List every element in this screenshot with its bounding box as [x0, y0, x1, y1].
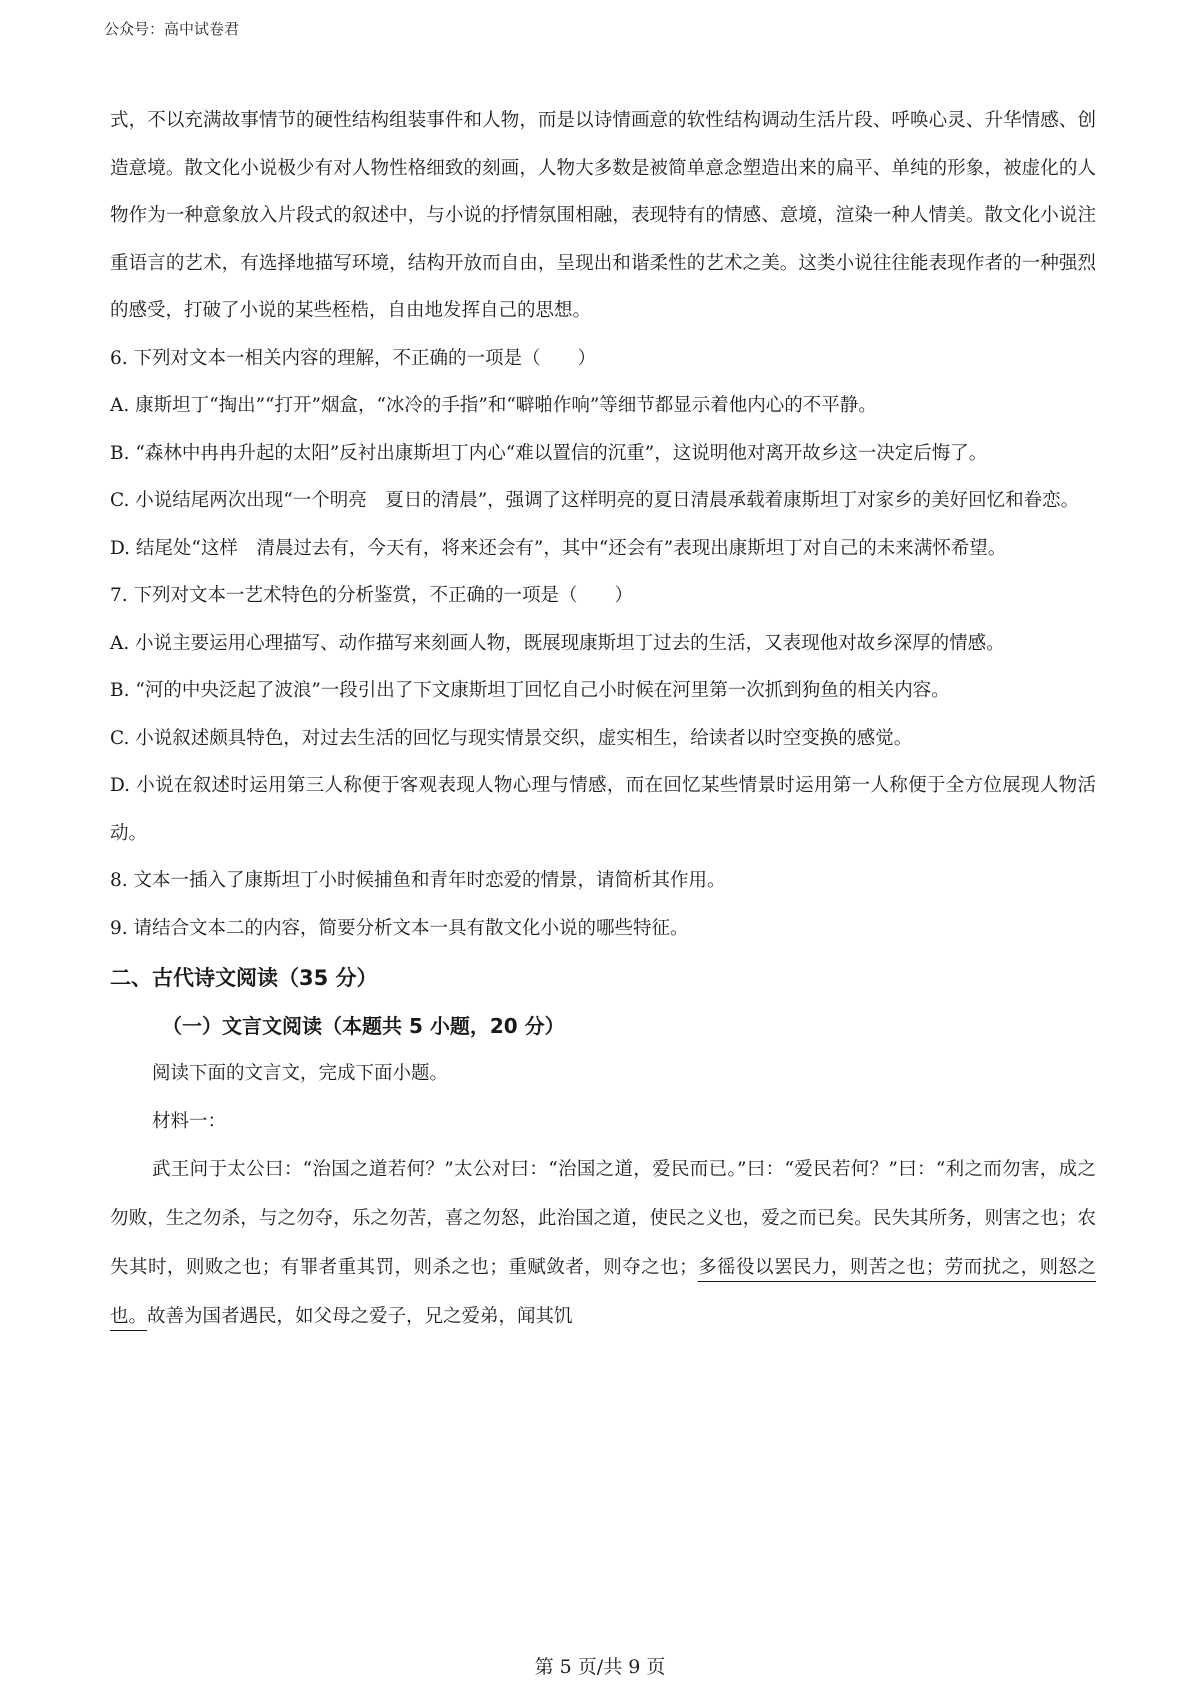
question-6-option-d: D. 结尾处“这样 清晨过去有，今天有，将来还会有”，其中“还会有”表现出康斯坦丁对自己的未来满怀希望。 [110, 537, 1007, 559]
question-6-stem: 6. 下列对文本一相关内容的理解，不正确的一项是（ ） [110, 347, 597, 369]
question-7-stem: 7. 下列对文本一艺术特色的分析鉴赏，不正确的一项是（ ） [110, 585, 634, 606]
question-7-option-d: D. 小说在叙述时运用第三人称便于客观表现人物心理与情感，而在回忆某些情景时运用第一人称便于全方位展现人物活动。 [110, 775, 1096, 844]
reading-instruction: 阅读下面的文言文，完成下面小题。 [152, 1063, 449, 1084]
material-label: 材料一： [152, 1110, 227, 1132]
question-9: 9. 请结合文本二的内容，简要分析文本一具有散文化小说的哪些特征。 [110, 917, 689, 939]
passage-text-end: 式，不以充满故事情节的硬性结构组装事件和人物，而是以诗情画意的软性结构调动生活片段、呼唤心灵、升华情感、创造意境。散文化小说极少有对人物性格细致的刻画，人物大多数是被简单意念塑造出来的扁平、单纯的形象，被虚化的人物作为一种意象放入片段式的叙述中，与小说的抒情氛围相融，表现特有的情感、意境，渲染一种人情美。散文化小说注重语言的艺术，有选择地描写环境，结构开放而自由，呈现出和谐柔性的艺术之美。这类小说往往能表现作者的一种强烈的感受，打破了小说的某些桎梏，自由地发挥自己的思想。 [110, 110, 1096, 321]
classical-text [110, 1145, 1096, 1341]
page-header: 公众号：高中试卷君 [104, 20, 240, 38]
question-6-option-a: A. 康斯坦丁“掏出”“打开”烟盒，“冰冷的手指”和“噼啪作响”等细节都显示着他内心的不平静。 [110, 395, 877, 416]
question-8: 8. 文本一插入了康斯坦丁小时候捕鱼和青年时恋爱的情景，请简析其作用。 [110, 870, 726, 891]
question-6 [110, 335, 1096, 573]
question-6-option-b: B. “森林中冉冉升起的太阳”反衬出康斯坦丁内心“难以置信的沉重”，这说明他对离开故乡这一决定后悔了。 [110, 442, 988, 464]
question-7-option-a: A. 小说主要运用心理描写、动作描写来刻画人物，既展现康斯坦丁过去的生活，又表现他对故乡深厚的情感。 [110, 632, 1005, 654]
page-content [110, 97, 1096, 1341]
question-7 [110, 572, 1096, 857]
classical-text-part2: 故善为国者遇民，如父母之爱子，兄之爱弟，闻其饥 [147, 1306, 573, 1327]
section-heading: 二、古代诗文阅读（35 分） [110, 966, 378, 990]
question-7-option-b: B. “河的中央泛起了波浪”一段引出了下文康斯坦丁回忆自己小时候在河里第一次抓到狗鱼的相关内容。 [110, 680, 950, 701]
question-6-option-c: C. 小说结尾两次出现“一个明亮 夏日的清晨”，强调了这样明亮的夏日清晨承载着康斯坦丁对家乡的美好回忆和眷恋。 [110, 490, 1080, 511]
page-footer: 第 5 页/共 9 页 [534, 1656, 666, 1678]
question-7-option-c: C. 小说叙述颇具特色，对过去生活的回忆与现实情景交织，虚实相生，给读者以时空变换的感觉。 [110, 727, 913, 749]
classical-text-underlined: 多徭役以罢民力，则苦之也；劳而扰之，则怒之也。 [110, 1257, 1096, 1327]
classical-text-part1: 武王问于太公曰：“治国之道若何？”太公对曰：“治国之道，爱民而已。”曰：“爱民若何？”曰：“利之而勿害，成之勿败，生之勿杀，与之勿夺，乐之勿苦，喜之勿怒，此治国之道，使民之义也，爱之而已矣。民失其所务，则害之也；农失其时，则败之也；有罪者重其罚，则杀之也；重赋敛者，则夺之也； [110, 1159, 1096, 1278]
subsection-heading: （一）文言文阅读（本题共 5 小题，20 分） [162, 1014, 565, 1038]
